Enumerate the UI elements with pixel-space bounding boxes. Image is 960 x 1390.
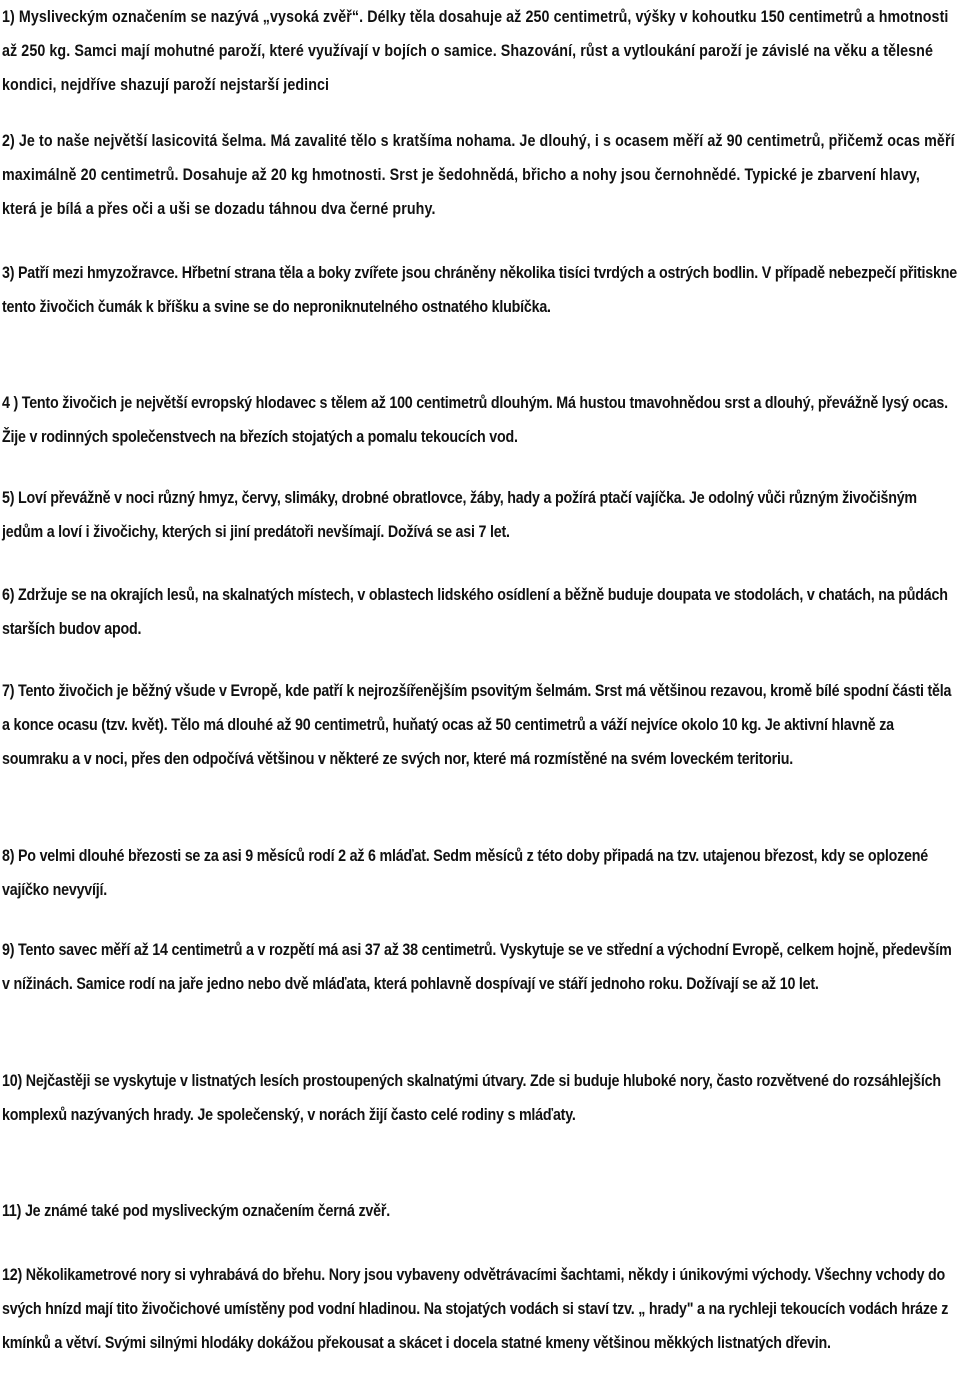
paragraph-8: 8) Po velmi dlouhé březosti se za asi 9 měsíců rodí 2 až 6 mláďat. Sedm měsíců z této doby připadá na tzv. utajenou březost, kdy se oplozené vajíčko nevyvíjí. [2,846,928,899]
paragraph-1: 1) Mysliveckým označením se nazývá „vysoká zvěř“. Délky těla dosahuje až 250 centimetrů, výšky v kohoutku 150 centimetrů a hmotnosti až 250 kg. Samci mají mohutné paroží, které využívají v bojích o samice. Shazování, růst a vytloukání paroží je závislé na věku a tělesné kondici, nejdříve shazují paroží nejstarší jedinci [2,7,949,94]
paragraph-10: 10) Nejčastěji se vyskytuje v listnatých lesích prostoupených skalnatými útvary. Zde si buduje hluboké nory, často rozvětvené do rozsáhlejších komplexů nazývaných hrady. Je společenský, v norách žijí často celé rodiny s mláďaty. [2,1071,941,1124]
paragraph-7: 7) Tento živočich je běžný všude v Evropě, kde patří k nejrozšířenějším psovitým šelmám. Srst má většinou rezavou, kromě bílé spodní části těla a konce ocasu (tzv. květ). Tělo má dlouhé až 90 centimetrů, huňatý ocas až 50 centimetrů a váží nejvíce okolo 10 kg. Je aktivní hlavně za soumraku a v noci, přes den odpočívá většinou v některé ze svých nor, které má rozmístěné na svém loveckém teritoriu. [2,681,952,768]
paragraph-4: 4 ) Tento živočich je největší evropský hlodavec s tělem až 100 centimetrů dlouhým. Má hustou tmavohnědou srst a dlouhý, převážně lysý ocas. Žije v rodinných společenstvech na březích stojatých a pomalu tekoucích vod. [2,393,948,446]
paragraph-2: 2) Je to naše největší lasicovitá šelma. Má zavalité tělo s kratšíma nohama. Je dlouhý, i s ocasem měří až 90 centimetrů, přičemž ocas měří maximálně 20 centimetrů. Dosahuje až 20 kg hmotnosti. Srst je šedohnědá, břicho a nohy jsou černohnědé. Typické je zbarvení hlavy, která je bílá a přes oči a uši se dozadu táhnou dva černé pruhy. [2,131,955,218]
paragraph-5: 5) Loví převážně v noci různý hmyz, červy, slimáky, drobné obratlovce, žáby, hady a požírá ptačí vajíčka. Je odolný vůči různým živočišným jedům a loví i živočichy, kterých si jiní predátoři nevšímají. Dožívá se asi 7 let. [2,488,917,541]
paragraph-3: 3) Patří mezi hmyzožravce. Hřbetní strana těla a boky zvířete jsou chráněny několika tisíci tvrdých a ostrých bodlin. V případě nebezpečí přitiskne tento živočich čumák k bříšku a svine se do neproniknutelného ostnatého klubíčka. [2,263,957,316]
paragraph-11: 11) Je známé také pod mysliveckým označením černá zvěř. [2,1201,390,1220]
paragraph-12: 12) Několikametrové nory si vyhrabává do břehu. Nory jsou vybaveny odvětrávacími šachtami, někdy i únikovými východy. Všechny vchody do svých hnízd mají tito živočichové umístěny pod vodní hladinou. Na stojatých vodách si staví tzv. „ hrady" a na rychleji tekoucích vodách hráze z kmínků a větví. Svými silnými hlodáky dokážou překousat a skácet i docela statné kmeny většinou měkkých listnatých dřevin. [2,1265,949,1352]
paragraph-9: 9) Tento savec měří až 14 centimetrů a v rozpětí má asi 37 až 38 centimetrů. Vyskytuje se ve střední a východní Evropě, celkem hojně, především v nížinách. Samice rodí na jaře jedno nebo dvě mláďata, která pohlavně dospívají ve stáří jednoho roku. Dožívají se až 10 let. [2,940,952,993]
paragraph-6: 6) Zdržuje se na okrajích lesů, na skalnatých místech, v oblastech lidského osídlení a běžně buduje doupata ve stodolách, v chatách, na půdách starších budov apod. [2,585,948,638]
